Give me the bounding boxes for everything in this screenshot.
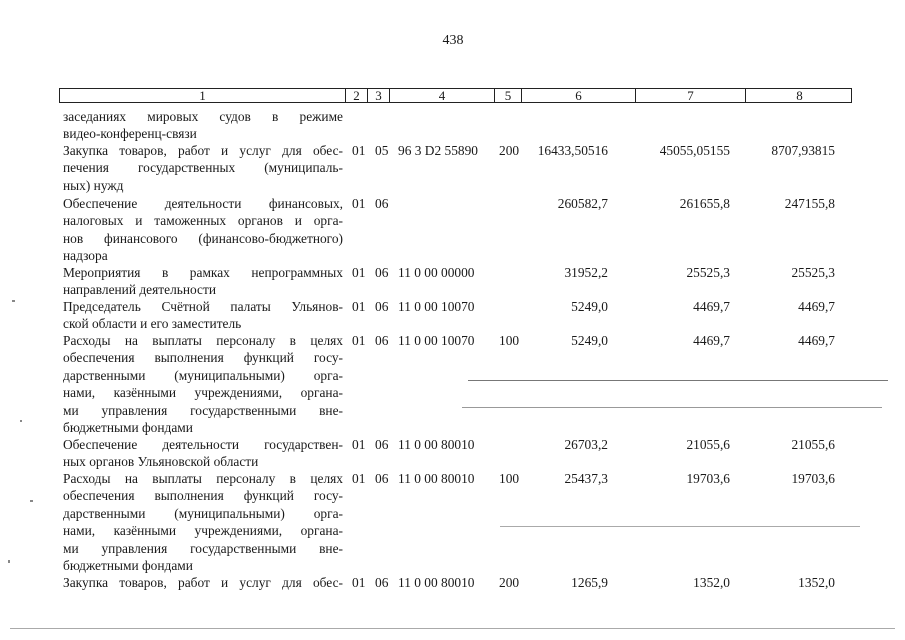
row-name-line: ми управления государственными вне-	[63, 402, 343, 418]
scan-speck	[12, 300, 15, 302]
subsection-code: 06	[375, 333, 389, 348]
amount-col-7: 25525,3	[686, 265, 730, 280]
scan-speck	[8, 560, 10, 563]
amount-col-6: 26703,2	[564, 437, 608, 452]
section-code: 01	[352, 143, 366, 158]
row-name-line: нов финансового (финансово-бюджетного)	[63, 230, 343, 246]
header-col-3: 3	[368, 89, 390, 102]
row-name-line: ской области и его заместитель	[63, 316, 242, 332]
page-number: 438	[442, 33, 464, 48]
section-code: 01	[352, 299, 366, 314]
header-col-4: 4	[390, 89, 495, 102]
amount-col-6: 16433,50516	[537, 143, 608, 158]
row-name	[63, 574, 343, 591]
section-code: 01	[352, 265, 366, 280]
amount-col-6: 5249,0	[571, 333, 608, 348]
subsection-code: 06	[375, 196, 389, 211]
target-article-code: 11 0 00 00000	[398, 265, 475, 280]
row-name-line: Обеспечение деятельности государствен-	[63, 437, 343, 452]
row-name-line: Председатель Счётной палаты Ульянов-	[63, 299, 343, 314]
amount-col-8: 247155,8	[784, 196, 835, 211]
row-name-line: Закупка товаров, работ и услуг для обес-	[63, 143, 343, 158]
scan-artifact-line	[500, 526, 860, 527]
amount-col-6: 260582,7	[557, 196, 608, 211]
subsection-code: 06	[375, 471, 389, 486]
row-name-line: нами, казёнными учреждениями, органа-	[63, 523, 343, 539]
expense-type-code: 200	[499, 575, 520, 590]
row-name-line: Мероприятия в рамках непрограммных	[63, 265, 343, 280]
row-name-line: нами, казёнными учреждениями, органа-	[63, 385, 343, 401]
target-article-code: 11 0 00 80010	[398, 437, 475, 452]
amount-col-8: 19703,6	[791, 471, 835, 486]
section-code: 01	[352, 575, 366, 590]
row-name-line: дарственными (муниципальными) орга-	[63, 505, 343, 521]
row-name-line: ми управления государственными вне-	[63, 540, 343, 556]
row-name-line: дарственными (муниципальными) орга-	[63, 367, 343, 383]
row-name	[63, 436, 343, 471]
row-name	[63, 195, 343, 265]
row-name-line: обеспечения выполнения функций госу-	[63, 488, 343, 504]
header-col-1: 1	[60, 89, 346, 102]
subsection-code: 06	[375, 299, 389, 314]
target-article-code: 11 0 00 10070	[398, 333, 475, 348]
target-article-code: 11 0 00 80010	[398, 471, 475, 486]
target-article-code: 96 3 D2 55890	[398, 143, 478, 158]
subsection-code: 05	[375, 143, 389, 158]
expense-type-code: 100	[499, 471, 520, 486]
amount-col-8: 25525,3	[791, 265, 835, 280]
row-name	[63, 108, 343, 143]
amount-col-7: 19703,6	[686, 471, 730, 486]
amount-col-8: 1352,0	[798, 575, 835, 590]
row-name-line: направлений деятельности	[63, 282, 217, 298]
amount-col-7: 21055,6	[686, 437, 730, 452]
row-name-line: ных) нужд	[63, 177, 124, 193]
row-name-line: заседаниях мировых судов в режиме	[63, 109, 343, 124]
section-code: 01	[352, 437, 366, 452]
row-name-line: ных органов Ульяновской области	[63, 454, 259, 470]
scan-artifact-line	[10, 628, 895, 629]
header-col-5: 5	[495, 89, 522, 102]
row-name	[63, 142, 343, 194]
subsection-code: 06	[375, 265, 389, 280]
amount-col-6: 31952,2	[564, 265, 608, 280]
row-name-line: печения государственных (муниципаль-	[63, 160, 343, 176]
amount-col-6: 25437,3	[564, 471, 608, 486]
scan-speck	[20, 420, 22, 422]
amount-col-8: 8707,93815	[771, 143, 835, 158]
subsection-code: 06	[375, 437, 389, 452]
row-name-line: бюджетными фондами	[63, 420, 193, 436]
scan-speck	[30, 500, 33, 502]
table-header	[59, 88, 852, 103]
row-name	[63, 298, 343, 333]
header-col-7: 7	[636, 89, 746, 102]
amount-col-6: 5249,0	[571, 299, 608, 314]
scan-artifact-line	[462, 407, 882, 408]
row-name	[63, 470, 343, 574]
amount-col-7: 261655,8	[679, 196, 730, 211]
row-name-line: налоговых и таможенных органов и орга-	[63, 213, 343, 229]
row-name	[63, 332, 343, 436]
amount-col-7: 4469,7	[693, 333, 730, 348]
row-name-line: бюджетными фондами	[63, 558, 193, 574]
row-name	[63, 264, 343, 299]
amount-col-8: 21055,6	[791, 437, 835, 452]
header-col-6: 6	[522, 89, 636, 102]
target-article-code: 11 0 00 80010	[398, 575, 475, 590]
expense-type-code: 200	[499, 143, 520, 158]
row-name-line: Закупка товаров, работ и услуг для обес-	[63, 575, 343, 590]
section-code: 01	[352, 196, 366, 211]
row-name-line: Обеспечение деятельности финансовых,	[63, 196, 343, 211]
subsection-code: 06	[375, 575, 389, 590]
row-name-line: Расходы на выплаты персоналу в целях	[63, 471, 343, 486]
row-name-line: надзора	[63, 248, 108, 264]
amount-col-7: 1352,0	[693, 575, 730, 590]
amount-col-7: 4469,7	[693, 299, 730, 314]
row-name-line: Расходы на выплаты персоналу в целях	[63, 333, 343, 348]
header-col-2: 2	[346, 89, 368, 102]
amount-col-7: 45055,05155	[659, 143, 730, 158]
header-col-8: 8	[796, 88, 803, 103]
row-name-line: обеспечения выполнения функций госу-	[63, 350, 343, 366]
target-article-code: 11 0 00 10070	[398, 299, 475, 314]
expense-type-code: 100	[499, 333, 520, 348]
amount-col-8: 4469,7	[798, 333, 835, 348]
section-code: 01	[352, 471, 366, 486]
row-name-line: видео-конференц-связи	[63, 126, 197, 142]
scan-artifact-line	[468, 380, 888, 381]
amount-col-8: 4469,7	[798, 299, 835, 314]
amount-col-6: 1265,9	[571, 575, 608, 590]
section-code: 01	[352, 333, 366, 348]
